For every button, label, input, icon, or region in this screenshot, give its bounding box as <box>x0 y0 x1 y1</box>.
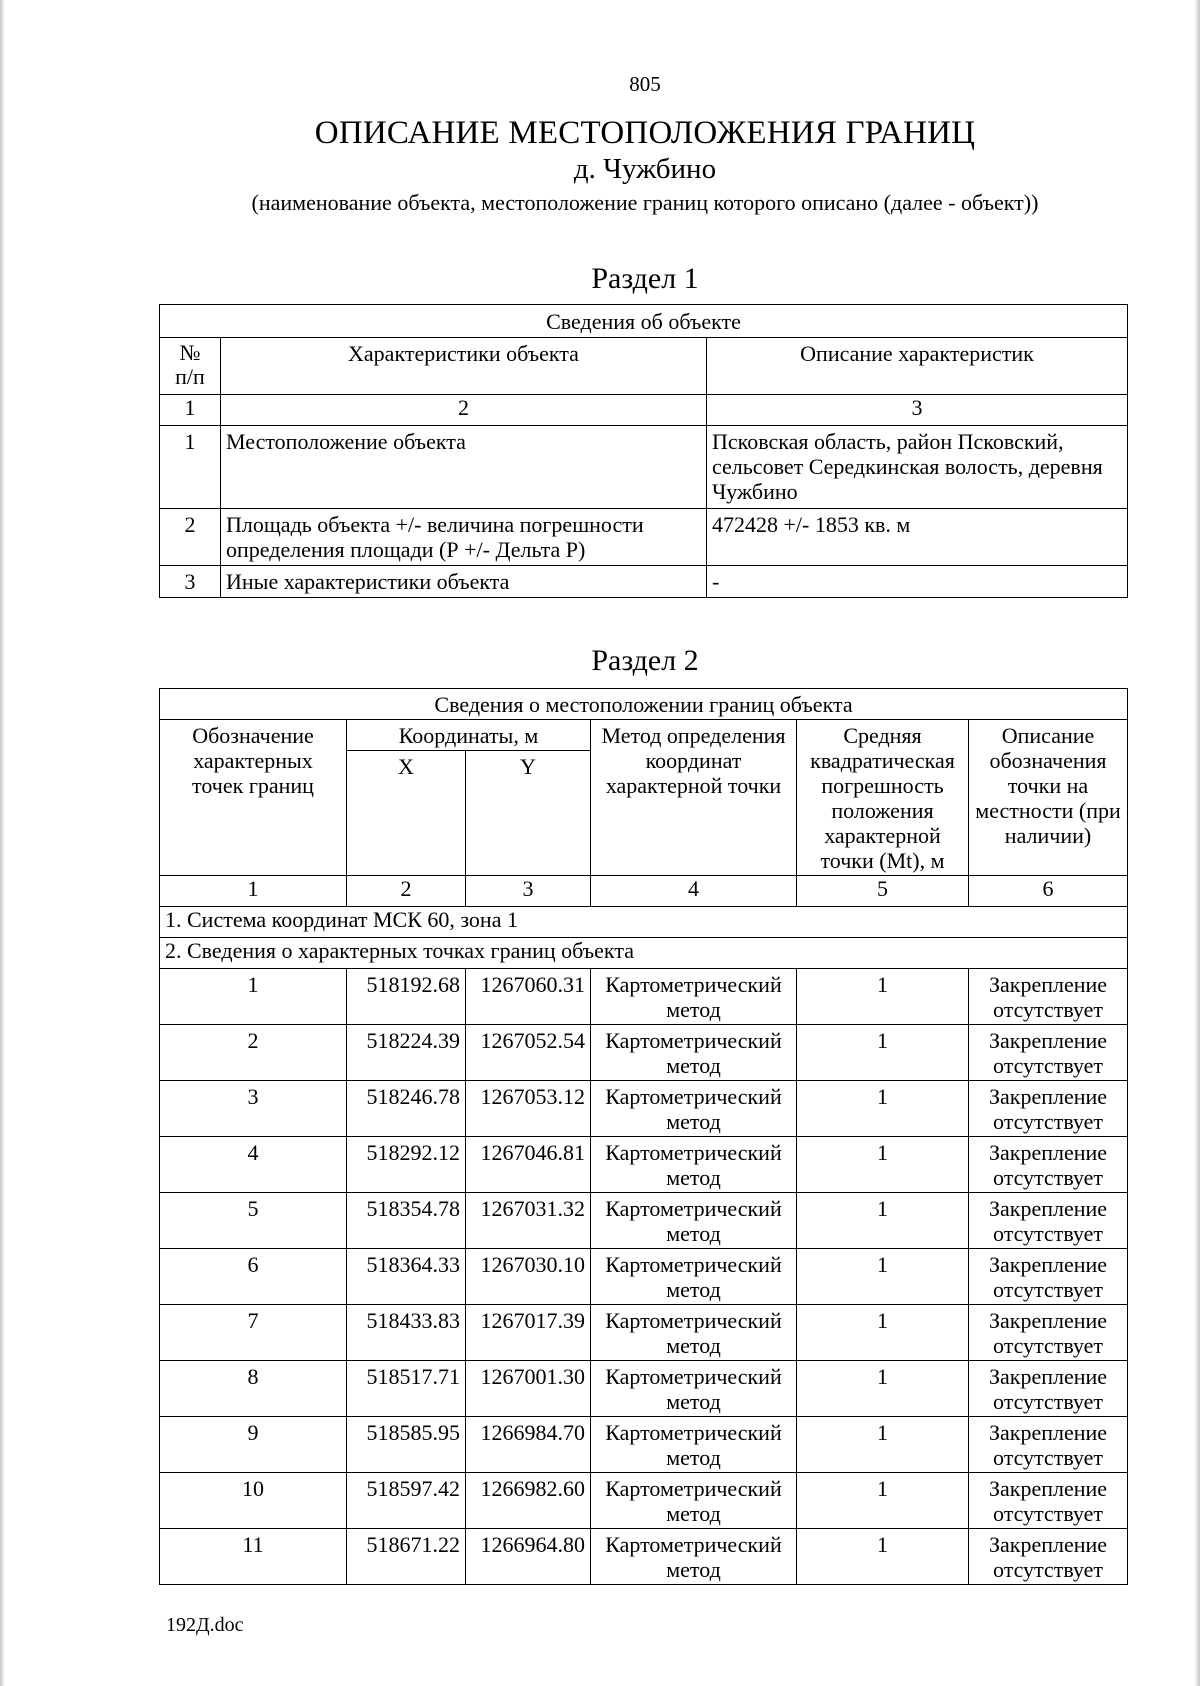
x-coordinate-cell: 518292.12 <box>347 1137 466 1193</box>
error-cell: 1 <box>797 1137 969 1193</box>
point-number-cell: 5 <box>160 1193 347 1249</box>
x-coordinate-cell: 518433.83 <box>347 1305 466 1361</box>
row-number: 1 <box>160 426 221 509</box>
table-row <box>160 969 1128 1025</box>
column-number: 3 <box>707 395 1128 426</box>
header-y: Y <box>466 751 591 876</box>
y-coordinate-cell: 1267031.32 <box>466 1193 591 1249</box>
marking-cell: Закрепление отсутствует <box>969 1529 1128 1585</box>
y-coordinate-cell: 1266982.60 <box>466 1473 591 1529</box>
column-number: 2 <box>221 395 707 426</box>
x-coordinate-cell: 518671.22 <box>347 1529 466 1585</box>
points-body <box>160 969 1128 1585</box>
x-coordinate-cell: 518585.95 <box>347 1417 466 1473</box>
marking-cell: Закрепление отсутствует <box>969 1305 1128 1361</box>
point-number-cell: 2 <box>160 1025 347 1081</box>
point-number-cell: 7 <box>160 1305 347 1361</box>
method-cell: Картометрический метод <box>591 1305 797 1361</box>
marking-cell: Закрепление отсутствует <box>969 1137 1128 1193</box>
point-number-cell: 3 <box>160 1081 347 1137</box>
y-coordinate-cell: 1266984.70 <box>466 1417 591 1473</box>
method-cell: Картометрический метод <box>591 1529 797 1585</box>
characteristic-cell: Иные характеристики объекта <box>221 566 707 598</box>
method-cell: Картометрический метод <box>591 1137 797 1193</box>
error-cell: 1 <box>797 1025 969 1081</box>
table-row <box>160 1305 1128 1361</box>
x-coordinate-cell: 518354.78 <box>347 1193 466 1249</box>
header-x: X <box>347 751 466 876</box>
x-coordinate-cell: 518192.68 <box>347 969 466 1025</box>
table-row <box>160 1193 1128 1249</box>
error-cell: 1 <box>797 969 969 1025</box>
error-cell: 1 <box>797 1305 969 1361</box>
y-coordinate-cell: 1267053.12 <box>466 1081 591 1137</box>
column-number: 4 <box>591 876 797 907</box>
marking-cell: Закрепление отсутствует <box>969 1025 1128 1081</box>
x-coordinate-cell: 518246.78 <box>347 1081 466 1137</box>
x-coordinate-cell: 518597.42 <box>347 1473 466 1529</box>
point-number-cell: 4 <box>160 1137 347 1193</box>
point-number-cell: 11 <box>160 1529 347 1585</box>
object-info-table-title: Сведения об объекте <box>160 305 1128 338</box>
row-number: 3 <box>160 566 221 598</box>
column-number: 1 <box>160 876 347 907</box>
point-number-cell: 6 <box>160 1249 347 1305</box>
marking-cell: Закрепление отсутствует <box>969 1361 1128 1417</box>
method-cell: Картометрический метод <box>591 969 797 1025</box>
method-cell: Картометрический метод <box>591 1249 797 1305</box>
table-row <box>160 1361 1128 1417</box>
table-row <box>160 1529 1128 1585</box>
x-coordinate-cell: 518364.33 <box>347 1249 466 1305</box>
marking-cell: Закрепление отсутствует <box>969 1417 1128 1473</box>
header-characteristic: Характеристики объекта <box>221 338 707 395</box>
y-coordinate-cell: 1267030.10 <box>466 1249 591 1305</box>
column-number: 1 <box>160 395 221 426</box>
y-coordinate-cell: 1267001.30 <box>466 1361 591 1417</box>
table-row <box>160 1473 1128 1529</box>
boundary-points-table <box>159 688 1128 1585</box>
point-number-cell: 10 <box>160 1473 347 1529</box>
y-coordinate-cell: 1267052.54 <box>466 1025 591 1081</box>
marking-cell: Закрепление отсутствует <box>969 969 1128 1025</box>
header-points: Обозначение характерных точек границ <box>160 720 347 876</box>
header-num: № п/п <box>160 338 221 395</box>
y-coordinate-cell: 1266964.80 <box>466 1529 591 1585</box>
characteristic-cell: Площадь объекта +/- величина погрешности определения площади (Р +/- Дельта Р) <box>221 509 707 566</box>
document-title: ОПИСАНИЕ МЕСТОПОЛОЖЕНИЯ ГРАНИЦ <box>314 115 976 151</box>
section-1-title: Раздел 1 <box>591 262 699 295</box>
section-2-title: Раздел 2 <box>591 644 699 677</box>
y-coordinate-cell: 1267046.81 <box>466 1137 591 1193</box>
marking-cell: Закрепление отсутствует <box>969 1249 1128 1305</box>
point-number-cell: 1 <box>160 969 347 1025</box>
x-coordinate-cell: 518224.39 <box>347 1025 466 1081</box>
header-method: Метод определения координат характерной точки <box>591 720 797 876</box>
header-error: Средняя квадратическая погрешность положения характерной точки (Мt), м <box>797 720 969 876</box>
error-cell: 1 <box>797 1249 969 1305</box>
column-number: 3 <box>466 876 591 907</box>
point-number-cell: 8 <box>160 1361 347 1417</box>
object-info-table <box>159 304 1128 598</box>
method-cell: Картометрический метод <box>591 1417 797 1473</box>
method-cell: Картометрический метод <box>591 1081 797 1137</box>
error-cell: 1 <box>797 1529 969 1585</box>
header-marking: Описание обозначения точки на местности (при наличии) <box>969 720 1128 876</box>
method-cell: Картометрический метод <box>591 1361 797 1417</box>
x-coordinate-cell: 518517.71 <box>347 1361 466 1417</box>
footer-filename: 192Д.doc <box>166 1614 244 1636</box>
column-number: 2 <box>347 876 466 907</box>
row-number: 2 <box>160 509 221 566</box>
marking-cell: Закрепление отсутствует <box>969 1081 1128 1137</box>
error-cell: 1 <box>797 1081 969 1137</box>
coordinate-system-row: 1. Система координат МСК 60, зона 1 <box>160 907 1128 938</box>
table-row <box>160 1417 1128 1473</box>
table-row <box>160 1137 1128 1193</box>
description-cell: 472428 +/- 1853 кв. м <box>707 509 1128 566</box>
method-cell: Картометрический метод <box>591 1193 797 1249</box>
method-cell: Картометрический метод <box>591 1473 797 1529</box>
table-row <box>160 1249 1128 1305</box>
table-row <box>160 1081 1128 1137</box>
marking-cell: Закрепление отсутствует <box>969 1473 1128 1529</box>
table-row <box>160 1025 1128 1081</box>
y-coordinate-cell: 1267060.31 <box>466 969 591 1025</box>
point-number-cell: 9 <box>160 1417 347 1473</box>
boundary-table-title: Сведения о местоположении границ объекта <box>160 689 1128 720</box>
scan-edge-right <box>1194 0 1200 1686</box>
points-caption-row: 2. Сведения о характерных точках границ объекта <box>160 938 1128 969</box>
error-cell: 1 <box>797 1193 969 1249</box>
scan-edge-left <box>0 0 5 1686</box>
document-subtitle: д. Чужбино <box>573 153 717 185</box>
header-description: Описание характеристик <box>707 338 1128 395</box>
y-coordinate-cell: 1267017.39 <box>466 1305 591 1361</box>
error-cell: 1 <box>797 1473 969 1529</box>
description-cell: Псковская область, район Псковский, сельсовет Середкинская волость, деревня Чужбино <box>707 426 1128 509</box>
page-number: 805 <box>629 72 661 96</box>
marking-cell: Закрепление отсутствует <box>969 1193 1128 1249</box>
column-number: 6 <box>969 876 1128 907</box>
description-cell: - <box>707 566 1128 598</box>
error-cell: 1 <box>797 1417 969 1473</box>
header-coordinates: Координаты, м <box>347 720 591 751</box>
method-cell: Картометрический метод <box>591 1025 797 1081</box>
document-caption: (наименование объекта, местоположение границ которого описано (далее - объект)) <box>251 190 1039 215</box>
error-cell: 1 <box>797 1361 969 1417</box>
characteristic-cell: Местоположение объекта <box>221 426 707 509</box>
column-number: 5 <box>797 876 969 907</box>
